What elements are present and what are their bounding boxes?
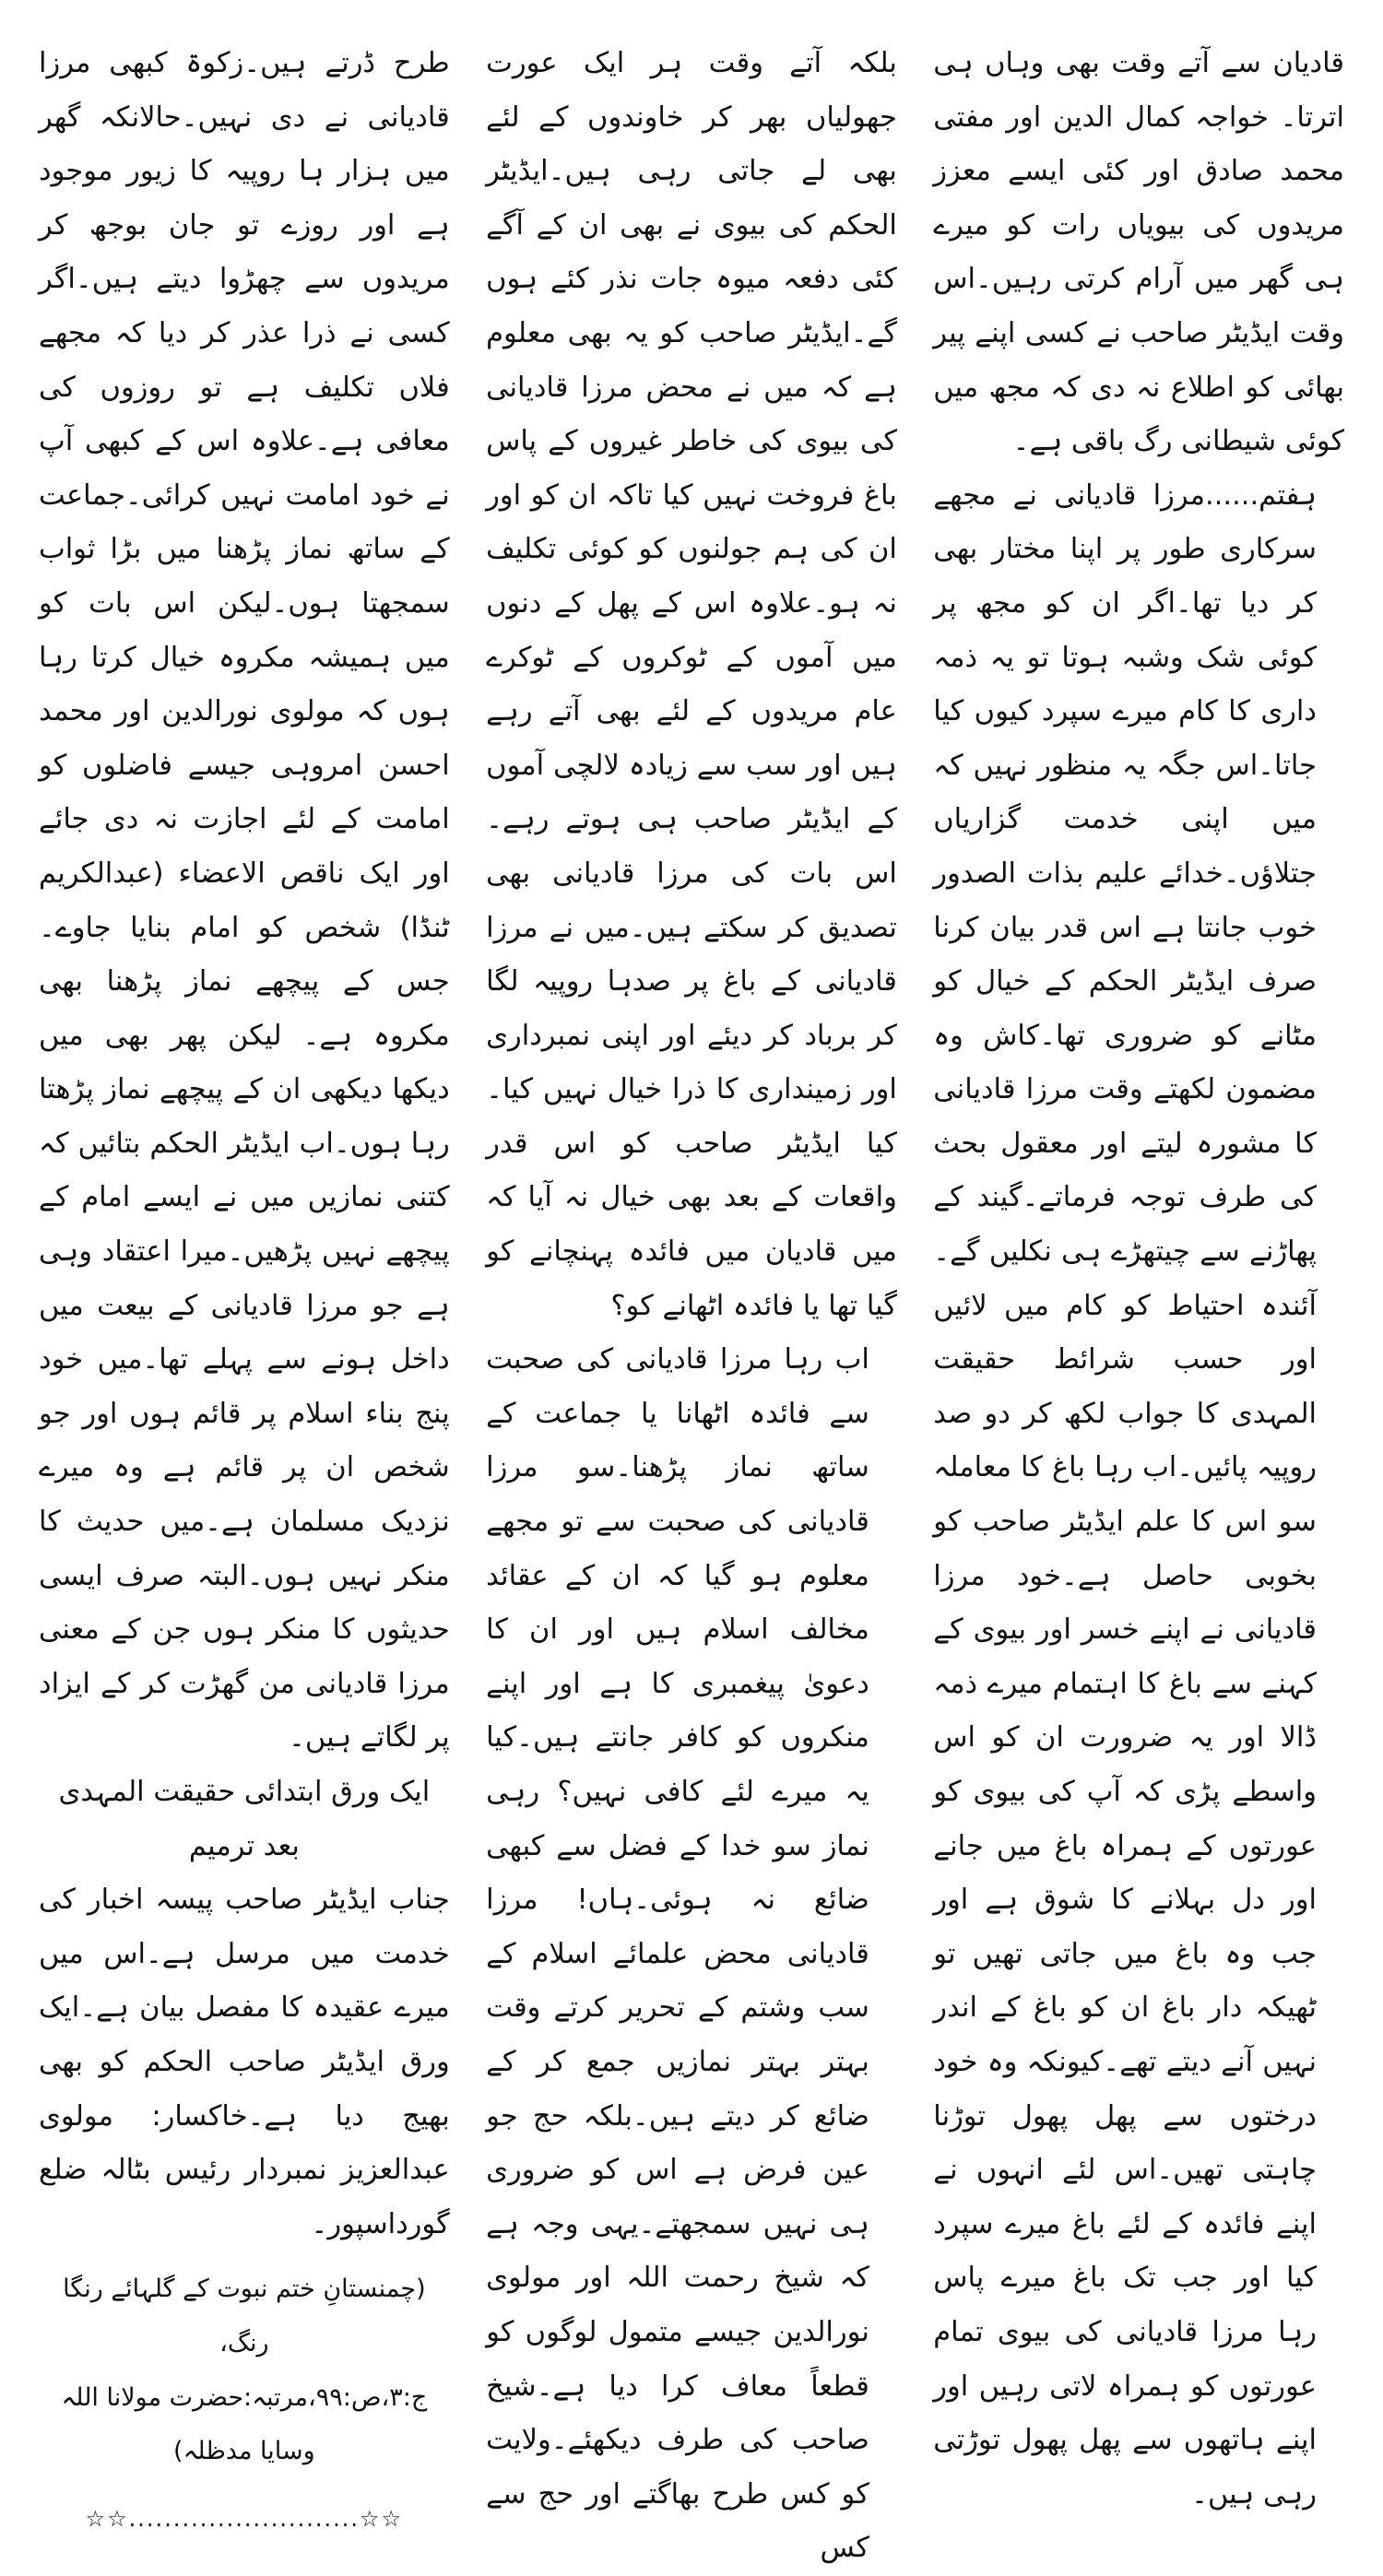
right-body-text-2: ہفتم......مرزا قادیانی نے مجھے سرکاری طور پر اپنا مختار بھی کر دیا تھا۔اگر ان کو مجھ پر کوئی شک وشبہ ہوتا تو یہ ذمہ داری کا کام میرے سپرد کیوں کیا جاتا۔اس جگہ یہ منظور نہیں کہ میں اپنی خدمت گزاریاں جتلاؤں۔خدائے علیم بذات الصدور خوب جانتا ہے اس قدر بیان کرنا صرف ایڈیٹر الحکم کے خیال کو مٹانے کو ضروری تھا۔کاش وہ مضمون لکھتے وقت مرزا قادیانی کا مشورہ لیتے اور معقول بحث کی طرف توجہ فرماتے۔گیند کے پھاڑنے سے چیتھڑے ہی نکلیں گے۔آئندہ احتیاط کو کام میں لائیں اور حسب شرائط حقیقت المہدی کا جواب لکھ کر دو صد روپیہ پائیں۔اب رہا باغ کا معاملہ سو اس کا علم ایڈیٹر صاحب کو بخوبی حاصل ہے۔خود مرزا قادیانی نے اپنے خسر اور بیوی کے کہنے سے باغ کا اہتمام میرے ذمہ ڈالا اور یہ ضرورت ان کو اس واسطے پڑی کہ آپ کی بیوی کو عورتوں کے ہمراہ باغ میں جانے اور دل بہلانے کا شوق ہے اور جب وہ باغ میں جاتی تھیں تو ٹھیکہ دار باغ ان کو باغ کے اندر نہیں آنے دیتے تھے۔کیونکہ وہ خود درختوں سے پھل پھول توڑنا چاہتی تھیں۔اس لئے انہوں نے اپنے فائدہ کے لئے باغ میرے سپرد کیا اور جب تک باغ میرے پاس رہا مرزا قادیانی کی بیوی تمام عورتوں کو ہمراہ لاتی رہیں اور اپنے ہاتھوں سے پھل پھول توڑتی رہی ہیں۔ [933, 479, 1317, 2511]
section-heading: ایک ورق ابتدائی حقیقت المہدی بعد ترمیم [58, 1776, 431, 1862]
source-citation-line2: ج:۳،ص:۹۹،مرتبہ:حضرت مولانا اللہ وسایا مدظلہ) [61, 2382, 428, 2466]
column-middle [486, 37, 897, 2565]
letter-text: جناب ایڈیٹر صاحب پیسہ اخبار کی خدمت میں مرسل ہے۔اس میں میرے عقیدہ کا مفصل بیان ہے۔ایک ورق ایڈیٹر صاحب الحکم کو بھی بھیج دیا ہے۔خاکسار: مولوی عبدالعزیز نمبردار رئیس بٹالہ ضلع گورداسپور۔ [39, 1884, 450, 2240]
stars-divider: ☆☆..........................☆☆ [85, 2505, 404, 2532]
column-left [39, 37, 450, 2532]
column-gutter [450, 37, 486, 2001]
middle-body-text-1: بلکہ آتے وقت ہر ایک عورت جھولیاں بھر کر خاوندوں کے لئے بھی لے جاتی رہی ہیں۔ایڈیٹر الحکم کی بیوی نے بھی ان کے آگے کئی دفعہ میوہ جات نذر کئے ہوں گے۔ایڈیٹر صاحب کو یہ بھی معلوم ہے کہ میں نے محض مرزا قادیانی کی بیوی کی خاطر غیروں کے پاس باغ فروخت نہیں کیا تاکہ ان کو اور ان کی ہم جولنوں کو کوئی تکلیف نہ ہو۔علاوہ اس کے پھل کے دنوں میں آموں کے ٹوکروں کے ٹوکرے عام مریدوں کے لئے بھی آتے رہے ہیں اور سب سے زیادہ لالچی آموں کے ایڈیٹر صاحب ہی ہوتے رہے۔اس بات کی مرزا قادیانی بھی تصدیق کر سکتے ہیں۔میں نے مرزا قادیانی کے باغ پر صدہا روپیہ لگا کر برباد کر دیئے اور اپنی نمبرداری اور زمینداری کا ذرا خیال نہیں کیا۔کیا ایڈیٹر صاحب کو اس قدر واقعات کے بعد بھی خیال نہ آیا کہ میں قادیان میں فائدہ پہنچانے کو گیا تھا یا فائدہ اٹھانے کو؟ [486, 47, 897, 1322]
column-right [933, 37, 1344, 2511]
middle-body-text-2: اب رہا مرزا قادیانی کی صحبت سے فائدہ اٹھانا یا جماعت کے ساتھ نماز پڑھنا۔سو مرزا قادیانی کی صحبت سے تو مجھے معلوم ہو گیا کہ ان کے عقائد مخالف اسلام ہیں اور ان کا دعویٰ پیغمبری کا ہے اور اپنے منکروں کو کافر جانتے ہیں۔کیا یہ میرے لئے کافی نہیں؟ رہی نماز سو خدا کے فضل سے کبھی ضائع نہ ہوئی۔ہاں! مرزا قادیانی محض علمائے اسلام کے سب وشتم کے تحریر کرتے وقت بہتر بہتر نمازیں جمع کر کے ضائع کر دیتے ہیں۔بلکہ حج جو عین فرض ہے اس کو ضروری ہی نہیں سمجھتے۔یہی وجہ ہے کہ شیخ رحمت اللہ اور مولوی نورالدین جیسے متمول لوگوں کو قطعاً معاف کرا دیا ہے۔شیخ صاحب کی طرف دیکھئے۔ولایت کو کس طرح بھاگتے اور حج سے کس [486, 1343, 869, 2565]
left-body-text: طرح ڈرتے ہیں۔زکوۃ کبھی مرزا قادیانی نے دی نہیں۔حالانکہ گھر میں ہزار ہا روپیہ کا زیور موجود ہے اور روزے تو جان بوجھ کر مریدوں سے چھڑوا دیتے ہیں۔اگر کسی نے ذرا عذر کر دیا کہ مجھے فلاں تکلیف ہے تو روزوں کی معافی ہے۔علاوہ اس کے کبھی آپ نے خود امامت نہیں کرائی۔جماعت کے ساتھ نماز پڑھنا میں بڑا ثواب سمجھتا ہوں۔لیکن اس بات کو میں ہمیشہ مکروہ خیال کرتا رہا ہوں کہ مولوی نورالدین اور محمد احسن امروہی جیسے فاضلوں کو امامت کے لئے اجازت نہ دی جائے اور ایک ناقص الاعضاء (عبدالکریم ٹنڈا) شخص کو امام بنایا جاوے۔جس کے پیچھے نماز پڑھنا بھی مکروہ ہے۔ لیکن پھر بھی میں دیکھا دیکھی ان کے پیچھے نماز پڑھتا رہا ہوں۔اب ایڈیٹر الحکم بتائیں کہ کتنی نمازیں میں نے ایسے امام کے پیچھے نہیں پڑھیں۔میرا اعتقاد وہی ہے جو مرزا قادیانی کے بیعت میں داخل ہونے سے پہلے تھا۔میں خود پنج بناء اسلام پر قائم ہوں اور جو شخص ان پر قائم ہے وہ میرے نزدیک مسلمان ہے۔میں حدیث کا منکر نہیں ہوں۔البتہ صرف ایسی حدیثوں کا منکر ہوں جن کے معنی مرزا قادیانی من گھڑت کر کے ایزاد پر لگاتے ہیں۔ [39, 47, 450, 1755]
source-citation-line1: (چمنستانِ ختم نبوت کے گلہائے رنگا رنگ، [63, 2275, 426, 2357]
column-gutter [897, 37, 933, 2001]
right-body-text-1: قادیان سے آتے وقت بھی وہاں ہی اترتا۔ خواجہ کمال الدین اور مفتی محمد صادق اور کئی ایسے معزز مریدوں کی بیویاں رات کو میرے ہی گھر میں آرام کرتی رہیں۔اس وقت ایڈیٹر صاحب نے کسی اپنے پیر بھائی کو اطلاع نہ دی کہ مجھ میں کوئی شیطانی رگ باقی ہے۔ [933, 47, 1344, 458]
